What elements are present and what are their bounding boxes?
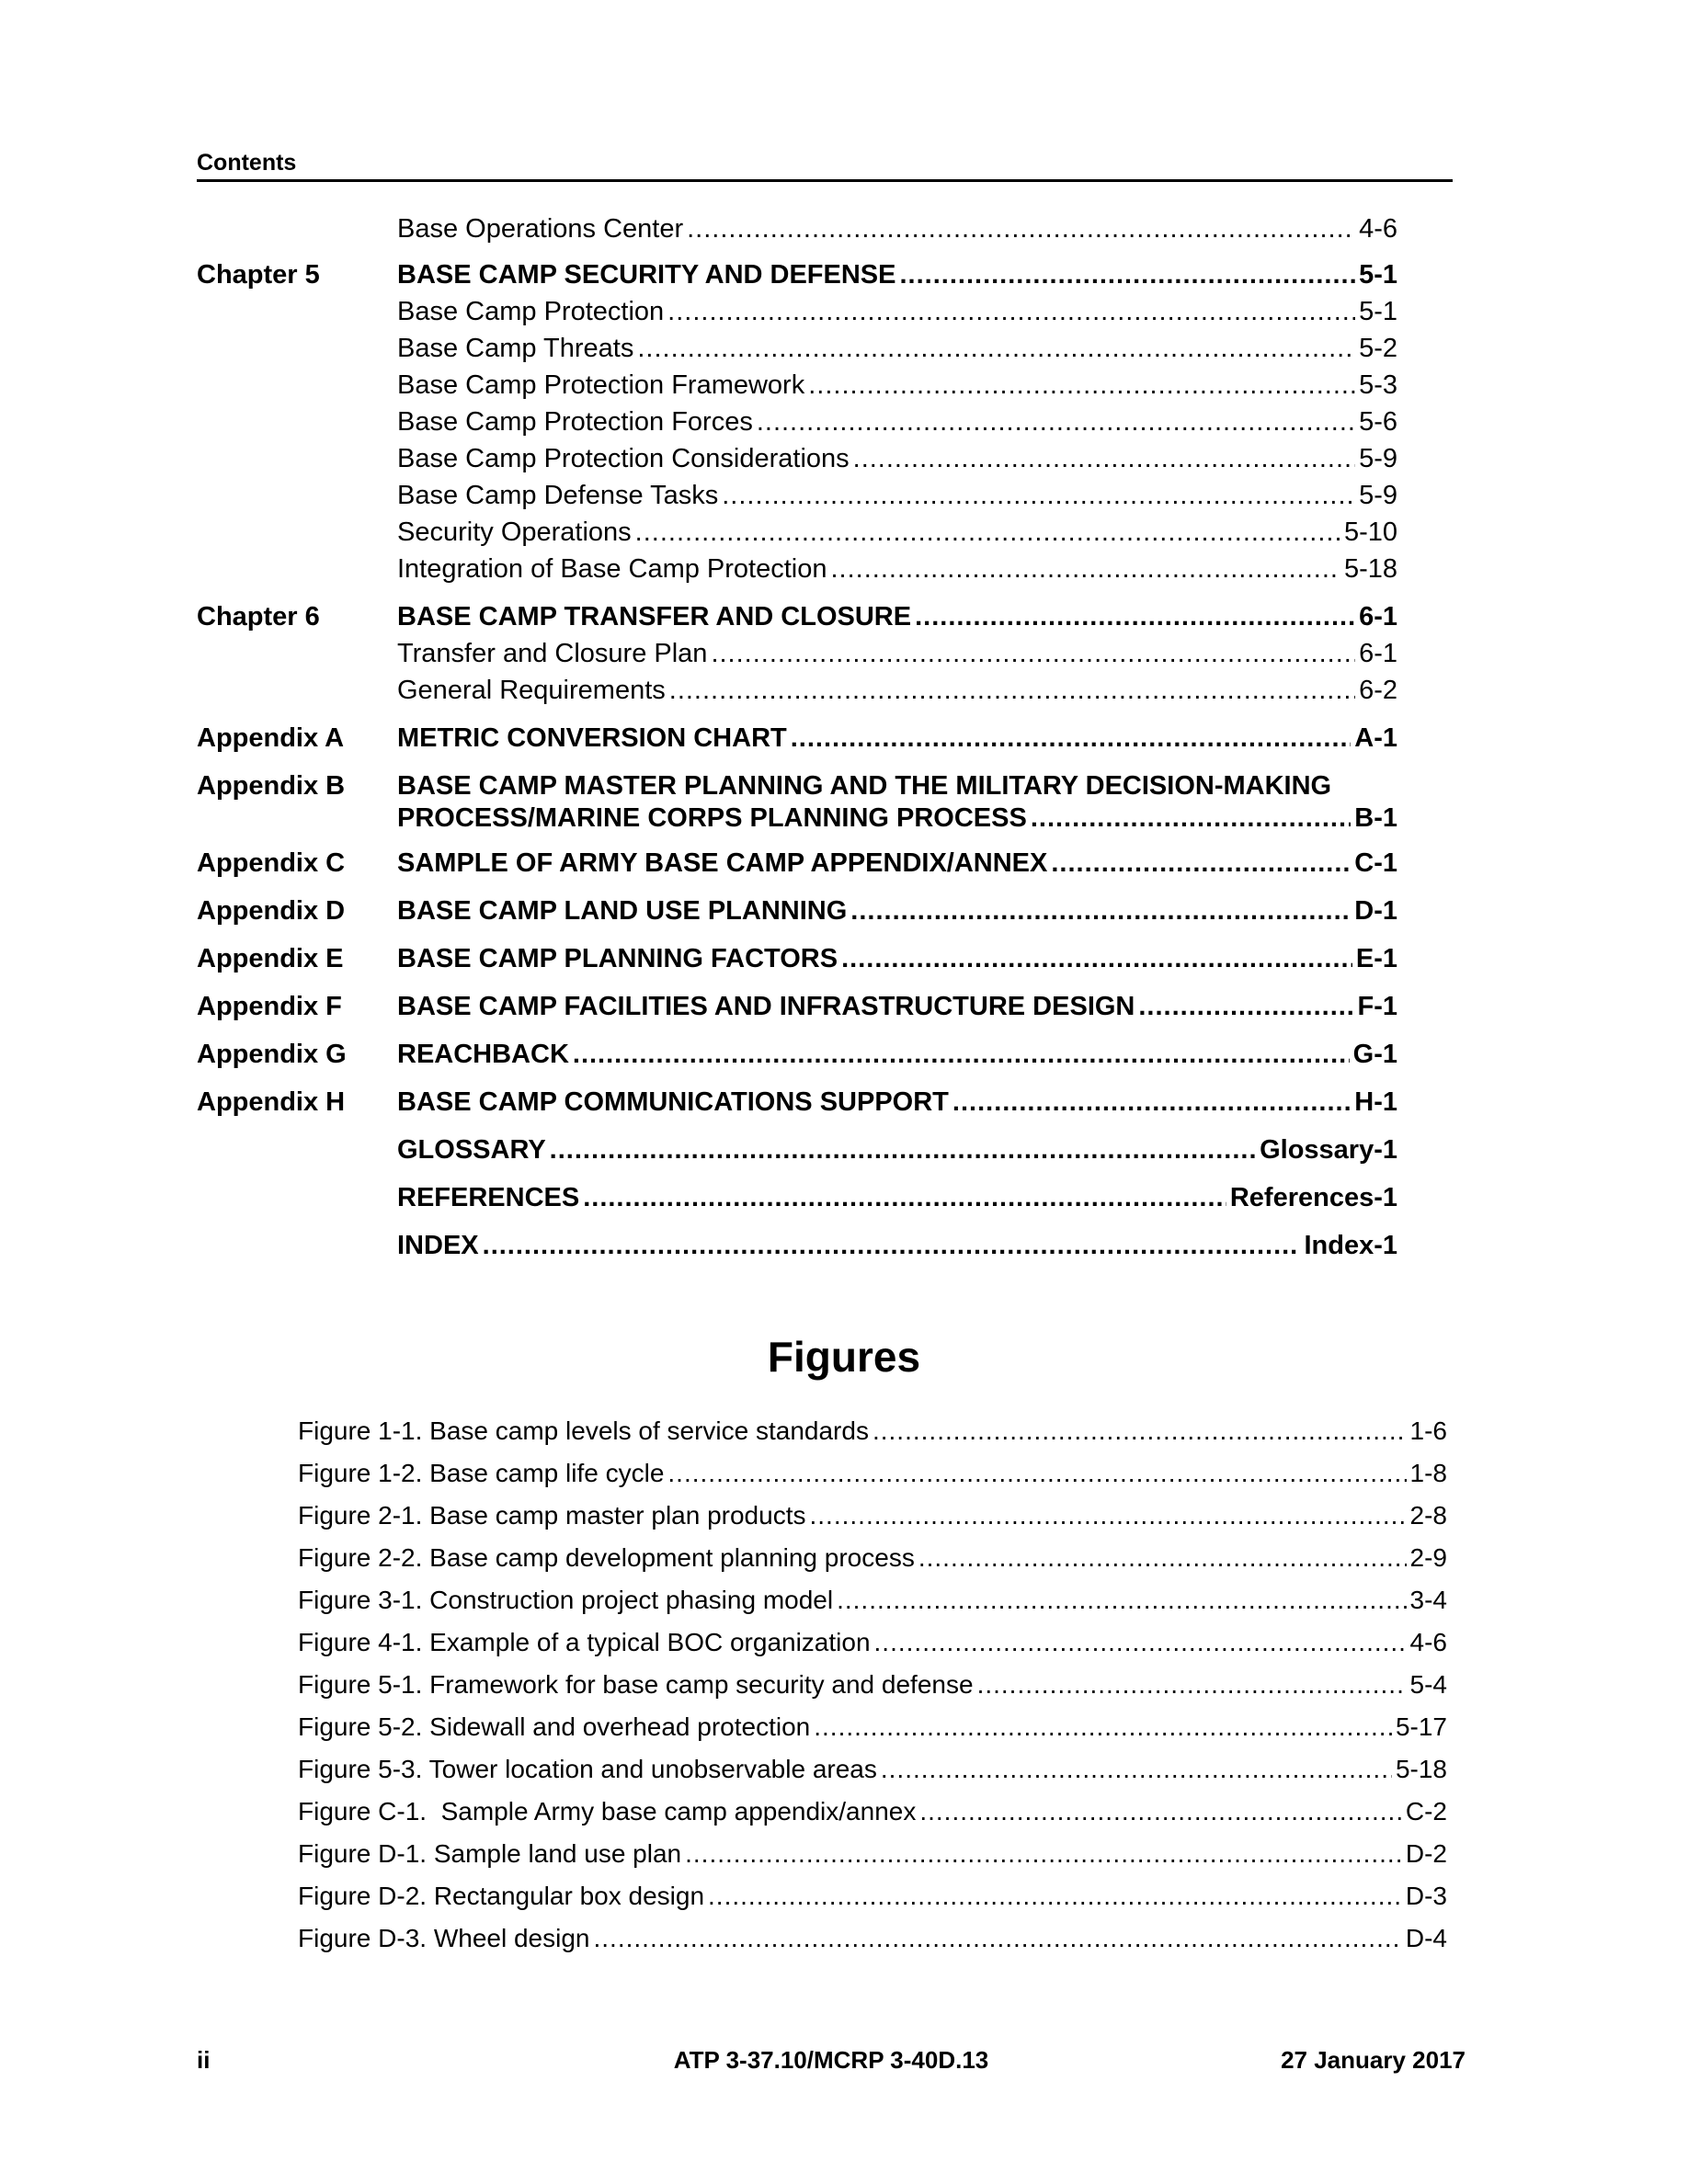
figure-entry-page: 5-4 xyxy=(1409,1670,1447,1699)
dot-leader xyxy=(635,517,1340,549)
figure-entry[interactable] xyxy=(298,1500,1447,1531)
figure-entry-title: Figure 1-2. Base camp life cycle xyxy=(298,1459,665,1487)
figure-entry-title: Figure 5-2. Sidewall and overhead protection xyxy=(298,1712,811,1741)
toc-entry-body xyxy=(397,296,1397,328)
toc-entry-body xyxy=(397,370,1397,402)
dot-leader xyxy=(667,296,1355,328)
toc-entry-label xyxy=(197,1134,397,1166)
toc-entry-page: 4-6 xyxy=(1359,214,1397,244)
footer-date: 27 January 2017 xyxy=(1281,2046,1466,2074)
toc-entry[interactable] xyxy=(197,943,1397,975)
figure-entry-page: 2-8 xyxy=(1409,1501,1447,1530)
toc-entry-label xyxy=(197,517,397,549)
toc-entry-label: Appendix C xyxy=(197,848,346,878)
toc-entry-page: Index-1 xyxy=(1304,1231,1397,1260)
dot-leader xyxy=(637,333,1355,365)
toc-entry-page: H-1 xyxy=(1354,1087,1397,1117)
dot-leader xyxy=(757,406,1355,438)
toc-entry[interactable] xyxy=(197,770,1397,835)
figure-entry[interactable] xyxy=(298,1923,1447,1954)
dot-leader xyxy=(1031,802,1351,835)
figure-entry-title: Figure 1-1. Base camp levels of service standards xyxy=(298,1416,869,1445)
page-footer xyxy=(197,2044,1466,2076)
toc-entry[interactable] xyxy=(197,370,1397,402)
figure-entry-page: D-2 xyxy=(1405,1839,1447,1868)
toc-entry-page: 5-3 xyxy=(1359,370,1397,400)
toc-entry-label: Chapter 5 xyxy=(197,260,320,290)
figure-entry-title: Figure C-1. Sample Army base camp appendix/annex xyxy=(298,1797,917,1826)
toc-entry-label xyxy=(197,296,397,328)
figure-entry-title: Figure D-1. Sample land use plan xyxy=(298,1839,682,1868)
dot-leader xyxy=(881,1754,1392,1785)
toc-entry-label: Appendix D xyxy=(197,896,346,926)
dot-leader xyxy=(841,943,1352,975)
toc-entry[interactable] xyxy=(197,675,1397,707)
toc-entry-page: 6-2 xyxy=(1359,676,1397,705)
dot-leader xyxy=(918,1542,1407,1574)
figures-heading: Figures xyxy=(767,1333,921,1381)
toc-entry-body xyxy=(397,259,1397,291)
toc-entry-page: 5-2 xyxy=(1359,334,1397,363)
figure-entry[interactable] xyxy=(298,1669,1447,1701)
toc-entry[interactable] xyxy=(197,333,1397,365)
toc-entry-body xyxy=(397,333,1397,365)
toc-entry[interactable] xyxy=(197,213,1397,245)
toc-entry-page: 5-1 xyxy=(1359,260,1397,290)
toc-entry-label: Appendix F xyxy=(197,992,342,1021)
toc-entry-label xyxy=(197,333,397,365)
toc-entry-title: SAMPLE OF ARMY BASE CAMP APPENDIX/ANNEX xyxy=(397,848,1048,878)
toc-entry-title: REACHBACK xyxy=(397,1040,569,1069)
figure-entry-title: Figure D-2. Rectangular box design xyxy=(298,1882,705,1910)
toc-entry[interactable] xyxy=(197,1230,1397,1262)
toc-entry-page: D-1 xyxy=(1354,896,1397,926)
toc-entry-body xyxy=(397,517,1397,549)
figure-entry-page: C-2 xyxy=(1405,1797,1447,1826)
figure-entry-title: Figure 5-1. Framework for base camp security and defense xyxy=(298,1670,974,1699)
toc-entry-title: Base Camp Threats xyxy=(397,334,634,363)
figure-entry-page: D-4 xyxy=(1405,1924,1447,1952)
toc-entry[interactable] xyxy=(197,296,1397,328)
toc-entry[interactable] xyxy=(197,553,1397,586)
toc-entry-page: 5-9 xyxy=(1359,481,1397,510)
dot-leader xyxy=(837,1585,1406,1616)
toc-entry[interactable] xyxy=(197,443,1397,475)
running-head: Contents xyxy=(197,149,1453,182)
toc-entry-title: BASE CAMP PLANNING FACTORS xyxy=(397,944,838,973)
toc-entry-page: 5-9 xyxy=(1359,444,1397,473)
dot-leader xyxy=(873,1416,1407,1447)
toc-entry[interactable] xyxy=(197,1086,1397,1119)
toc-entry-label: Appendix A xyxy=(197,723,345,753)
figure-entry-page: 5-18 xyxy=(1395,1755,1447,1783)
dot-leader xyxy=(952,1086,1351,1119)
toc-entry[interactable] xyxy=(197,259,1397,291)
toc-entry-body xyxy=(397,601,1397,633)
toc-entry-title: Base Camp Protection Framework xyxy=(397,370,805,400)
toc-entry[interactable] xyxy=(197,601,1397,633)
dot-leader xyxy=(583,1182,1226,1214)
figure-entry-page: D-3 xyxy=(1405,1882,1447,1910)
toc-entry-title: GLOSSARY xyxy=(397,1135,546,1165)
dot-leader xyxy=(550,1134,1256,1166)
toc-entry-body xyxy=(397,638,1397,670)
toc-entry-body xyxy=(397,553,1397,586)
figure-entry[interactable] xyxy=(298,1754,1447,1785)
toc-entry-page: Glossary-1 xyxy=(1260,1135,1397,1165)
toc-entry-body xyxy=(397,1134,1397,1166)
figure-entry-title: Figure 5-3. Tower location and unobservable areas xyxy=(298,1755,877,1783)
toc-entry[interactable] xyxy=(197,406,1397,438)
toc-entry-title: REFERENCES xyxy=(397,1183,580,1212)
toc-entry-page: 5-10 xyxy=(1343,518,1397,547)
figure-entry-page: 3-4 xyxy=(1409,1586,1447,1614)
dot-leader xyxy=(791,722,1352,755)
dot-leader xyxy=(483,1230,1301,1262)
toc-entry-label: Appendix B xyxy=(197,771,346,801)
toc-entry[interactable] xyxy=(197,895,1397,927)
toc-entry-label: Appendix E xyxy=(197,944,344,973)
toc-entry-body xyxy=(397,1182,1397,1214)
toc-entry-body xyxy=(397,675,1397,707)
toc-entry-body xyxy=(397,406,1397,438)
toc-entry-body xyxy=(397,443,1397,475)
figure-entry[interactable] xyxy=(298,1585,1447,1616)
toc-entry-body xyxy=(397,1039,1397,1071)
toc-entry[interactable] xyxy=(197,638,1397,670)
toc-entry-page: 6-1 xyxy=(1359,602,1397,631)
figure-entry[interactable] xyxy=(298,1542,1447,1574)
toc-entry-page: 5-18 xyxy=(1343,554,1397,584)
toc-entry-label xyxy=(197,553,397,586)
toc-entry-page: 5-1 xyxy=(1359,297,1397,326)
dot-leader xyxy=(808,370,1355,402)
footer-publication: ATP 3-37.10/MCRP 3-40D.13 xyxy=(673,2046,989,2074)
toc-entry[interactable] xyxy=(197,722,1397,755)
toc-entry-title: BASE CAMP LAND USE PLANNING xyxy=(397,896,848,926)
toc-entry-label: Chapter 6 xyxy=(197,602,320,631)
figure-entry[interactable] xyxy=(298,1796,1447,1827)
dot-leader xyxy=(1138,991,1353,1023)
toc-entry-label: Appendix H xyxy=(197,1087,346,1117)
toc-entry-title: PROCESS/MARINE CORPS PLANNING PROCESS xyxy=(397,803,1027,833)
dot-leader xyxy=(874,1627,1407,1658)
toc-entry-label xyxy=(197,1182,397,1214)
toc-entry-page: F-1 xyxy=(1357,992,1397,1021)
dot-leader xyxy=(809,1500,1406,1531)
toc-entry-title: Base Camp Protection Forces xyxy=(397,407,753,437)
toc-entry-title: BASE CAMP TRANSFER AND CLOSURE xyxy=(397,602,912,631)
dot-leader xyxy=(722,480,1355,512)
dot-leader xyxy=(814,1712,1392,1743)
toc-entry-body xyxy=(397,722,1397,755)
toc-entry-body xyxy=(397,991,1397,1023)
figure-entry-page: 1-6 xyxy=(1409,1416,1447,1445)
toc-entry-label xyxy=(197,406,397,438)
toc-entry-title: Base Camp Protection Considerations xyxy=(397,444,850,473)
dot-leader xyxy=(708,1881,1402,1912)
toc-entry-body xyxy=(397,1086,1397,1119)
toc-entry-title: BASE CAMP SECURITY AND DEFENSE xyxy=(397,260,896,290)
toc-entry[interactable] xyxy=(197,991,1397,1023)
figure-entry-page: 1-8 xyxy=(1409,1459,1447,1487)
toc-entry-page: C-1 xyxy=(1354,848,1397,878)
toc-entry-title: BASE CAMP MASTER PLANNING AND THE MILITARY DECISION-MAKING xyxy=(397,771,1332,801)
dot-leader xyxy=(977,1669,1407,1701)
toc-entry-page: References-1 xyxy=(1229,1183,1397,1212)
figure-entry-page: 4-6 xyxy=(1409,1628,1447,1656)
toc-entry-title: General Requirements xyxy=(397,676,666,705)
dot-leader xyxy=(850,895,1351,927)
dot-leader xyxy=(1051,847,1351,880)
dot-leader xyxy=(687,213,1355,245)
toc-entry-title: Base Operations Center xyxy=(397,214,684,244)
toc-entry-label xyxy=(197,480,397,512)
toc-entry-label xyxy=(197,638,397,670)
footer-page-number: ii xyxy=(197,2046,211,2074)
dot-leader xyxy=(593,1923,1401,1954)
toc-entry[interactable] xyxy=(197,1039,1397,1071)
figure-entry[interactable] xyxy=(298,1458,1447,1489)
toc-entry-label: Appendix G xyxy=(197,1040,347,1069)
toc-entry-label xyxy=(197,675,397,707)
toc-entry[interactable] xyxy=(197,847,1397,880)
dot-leader xyxy=(900,259,1356,291)
toc-entry-label xyxy=(197,370,397,402)
toc-entry-title: INDEX xyxy=(397,1231,479,1260)
dot-leader xyxy=(685,1838,1402,1870)
dot-leader xyxy=(919,1796,1402,1827)
toc-entry[interactable] xyxy=(197,1134,1397,1166)
figure-entry[interactable] xyxy=(298,1627,1447,1658)
toc-entry-body xyxy=(397,847,1397,880)
figure-entry-title: Figure 2-2. Base camp development planning process xyxy=(298,1543,915,1572)
toc-entry-label xyxy=(197,443,397,475)
toc-entry-label xyxy=(197,213,397,245)
toc-entry-title: Integration of Base Camp Protection xyxy=(397,554,827,584)
toc-entry-page: A-1 xyxy=(1354,723,1397,753)
figure-entry-title: Figure 3-1. Construction project phasing model xyxy=(298,1586,834,1614)
figure-entry[interactable] xyxy=(298,1712,1447,1743)
toc-entry-title: Base Camp Protection xyxy=(397,297,665,326)
toc-entry-title: METRIC CONVERSION CHART xyxy=(397,723,787,753)
figure-entry-page: 5-17 xyxy=(1395,1712,1447,1741)
toc-entry[interactable] xyxy=(197,517,1397,549)
toc-entry-label xyxy=(197,1230,397,1262)
toc-entry-title: Security Operations xyxy=(397,518,632,547)
toc-entry[interactable] xyxy=(197,1182,1397,1214)
figure-entry[interactable] xyxy=(298,1838,1447,1870)
figure-entry[interactable] xyxy=(298,1416,1447,1447)
dot-leader xyxy=(667,1458,1406,1489)
toc-entry-body xyxy=(397,943,1397,975)
toc-entry[interactable] xyxy=(197,480,1397,512)
toc-entry-body xyxy=(397,1230,1397,1262)
dot-leader xyxy=(830,553,1340,586)
figure-entry[interactable] xyxy=(298,1881,1447,1912)
figure-entry-title: Figure D-3. Wheel design xyxy=(298,1924,590,1952)
dot-leader xyxy=(711,638,1355,670)
toc-entry-body xyxy=(397,895,1397,927)
toc-entry-title: Transfer and Closure Plan xyxy=(397,639,708,668)
dot-leader xyxy=(669,675,1355,707)
toc-entry-body xyxy=(397,213,1397,245)
toc-entry-page: B-1 xyxy=(1354,803,1397,833)
toc-entry-body xyxy=(397,770,1397,835)
figure-entry-title: Figure 2-1. Base camp master plan products xyxy=(298,1501,806,1530)
figure-entry-page: 2-9 xyxy=(1409,1543,1447,1572)
toc-entry-title: Base Camp Defense Tasks xyxy=(397,481,719,510)
toc-entry-page: 6-1 xyxy=(1359,639,1397,668)
toc-entry-title: BASE CAMP COMMUNICATIONS SUPPORT xyxy=(397,1087,949,1117)
dot-leader xyxy=(573,1039,1350,1071)
dot-leader xyxy=(853,443,1355,475)
toc-entry-page: 5-6 xyxy=(1359,407,1397,437)
toc-entry-page: G-1 xyxy=(1352,1040,1397,1069)
dot-leader xyxy=(915,601,1355,633)
toc-entry-page: E-1 xyxy=(1355,944,1397,973)
figure-entry-title: Figure 4-1. Example of a typical BOC organization xyxy=(298,1628,871,1656)
toc-entry-body xyxy=(397,480,1397,512)
toc-entry-title: BASE CAMP FACILITIES AND INFRASTRUCTURE DESIGN xyxy=(397,992,1135,1021)
